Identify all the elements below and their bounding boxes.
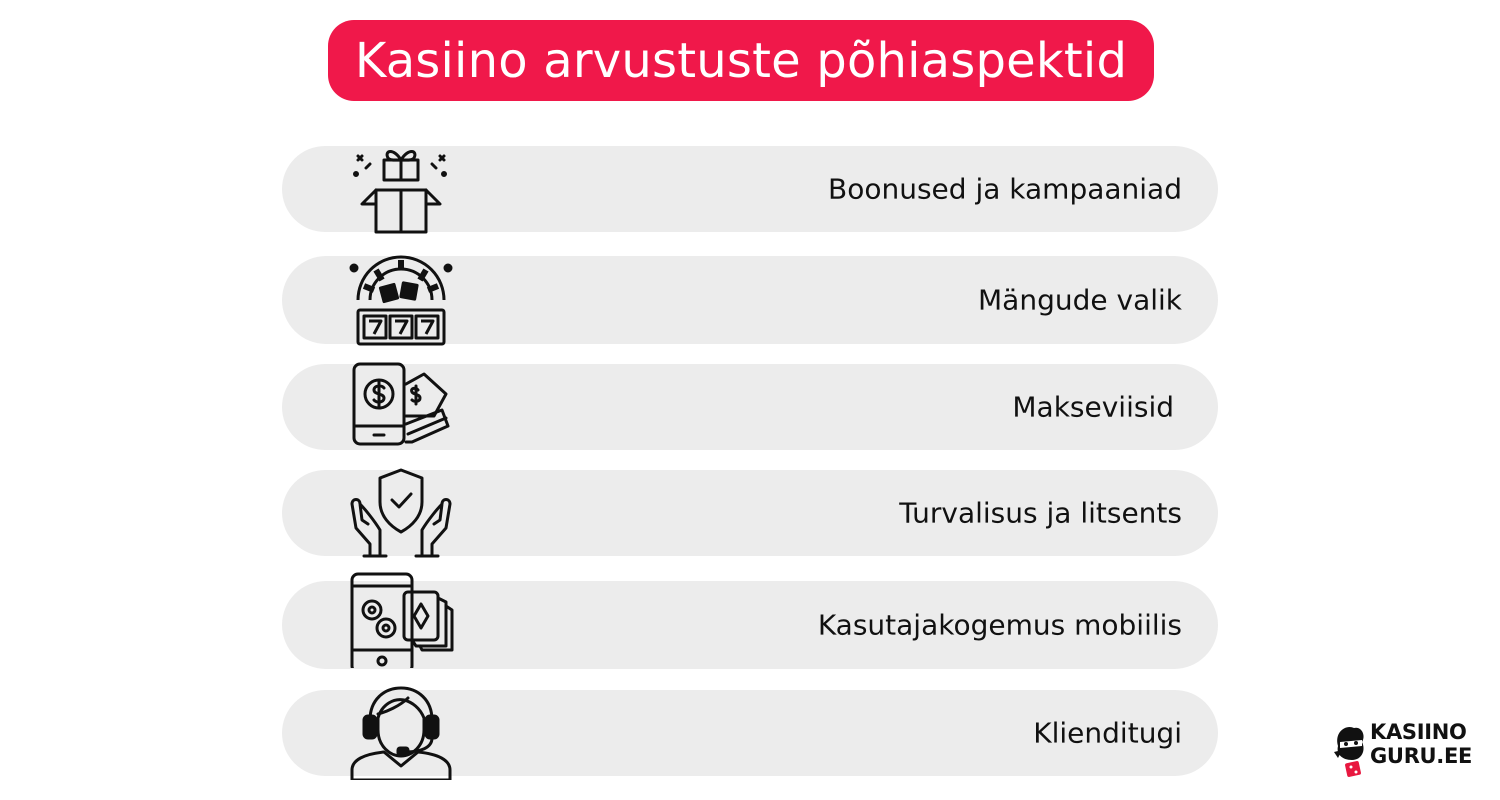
- slot-machine-icon: [346, 252, 456, 348]
- aspects-list: [282, 0, 1218, 800]
- page-title: Kasiino arvustuste põhiaspektid: [328, 20, 1154, 101]
- list-item-label: Klienditugi: [1033, 716, 1182, 750]
- gift-box-icon: [344, 142, 454, 238]
- logo-line-2: GURU.EE: [1370, 744, 1473, 768]
- mobile-payment-icon: [346, 360, 456, 456]
- list-item-label: Kasutajakogemus mobiilis: [817, 608, 1182, 642]
- list-item-label: Mängude valik: [978, 283, 1182, 317]
- kasiinoguru-logo: [1332, 716, 1482, 780]
- list-item-label: Boonused ja kampaaniad: [828, 172, 1182, 206]
- list-item-label: Makseviisid: [1012, 390, 1174, 424]
- mobile-casino-icon: [346, 572, 456, 668]
- logo-line-1: KASIINO: [1370, 720, 1467, 744]
- logo-wordmark: [1370, 720, 1472, 768]
- ninja-logo-icon: [1332, 722, 1368, 778]
- shield-hands-icon: [346, 464, 456, 560]
- list-item-label: Turvalisus ja litsents: [899, 496, 1182, 530]
- support-agent-icon: [346, 684, 456, 780]
